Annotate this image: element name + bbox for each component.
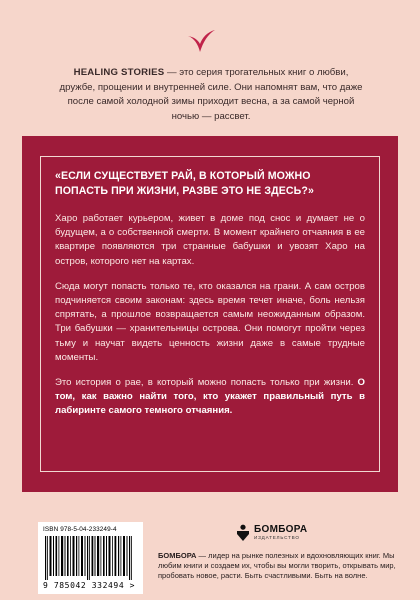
publisher-subtitle: ИЗДАТЕЛЬСТВО [254, 535, 300, 540]
annotation-card [22, 136, 398, 492]
publisher-description [158, 551, 404, 581]
publisher-desc-text: — лидер на рынке полезных и вдохновляющих книг. Мы любим книги и создаем их, чтобы вы могли творить, открывать мир, пробовать новое, расти. Быть счастливыми. Быть на волне. [158, 551, 396, 580]
publisher-name: БОМБОРА [254, 524, 308, 535]
paragraph-3-bold: О том, как важно найти того, кто укажет правильный путь в лабиринте самого темного отчаяния. [55, 377, 365, 417]
annotation-paragraph-1: Харо работает курьером, живет в доме под снос и думает не о будущем, а о собственной смерти. В момент крайнего отчаяния в ее квартире появляются три странные бабушки и увозят Харо на остров, которого нет на картах. [55, 213, 365, 267]
series-intro [56, 66, 366, 124]
publisher-desc-name: БОМБОРА [158, 551, 197, 560]
annotation-paragraph-3 [55, 376, 365, 419]
series-brand: HEALING STORIES [73, 67, 165, 78]
annotation-paragraph-2: Сюда могут попасть только те, кто оказался на грани. А сам остров подчиняется своим законам: здесь время течет иначе, боль нельзя спрятать, а прошлое возвращается самым неожиданным образом. Три бабушки — хранительницы острова. Они помогут пройти через тьму и научат видеть ценность жизни даже в самые трудные моменты. [55, 280, 365, 363]
series-description: — это серия трогательных книг о любви, дружбе, прощении и внутренней силе. Они напомнят вам, что даже после самой холодной зимы приходит весна, а за самой черной ночью — рассвет. [59, 67, 363, 122]
book-quote: «ЕСЛИ СУЩЕСТВУЕТ РАЙ, В КОТОРЫЙ МОЖНО ПОПАСТЬ ПРИ ЖИЗНИ, РАЗВЕ ЭТО НЕ ЗДЕСЬ?» [55, 170, 314, 197]
isbn-label: ISBN 978-5-04-233249-4 [43, 526, 117, 533]
barcode-block [38, 522, 143, 594]
paragraph-3-plain: Это история о рае, в который можно попасть только при жизни. [55, 377, 358, 389]
publisher-bird-icon [236, 524, 250, 542]
brand-mark-icon [186, 28, 216, 54]
barcode-number: 9 785042 332494 > [43, 581, 136, 590]
barcode-icon [43, 536, 138, 580]
annotation-frame [40, 156, 380, 472]
publisher-logo [236, 524, 307, 542]
